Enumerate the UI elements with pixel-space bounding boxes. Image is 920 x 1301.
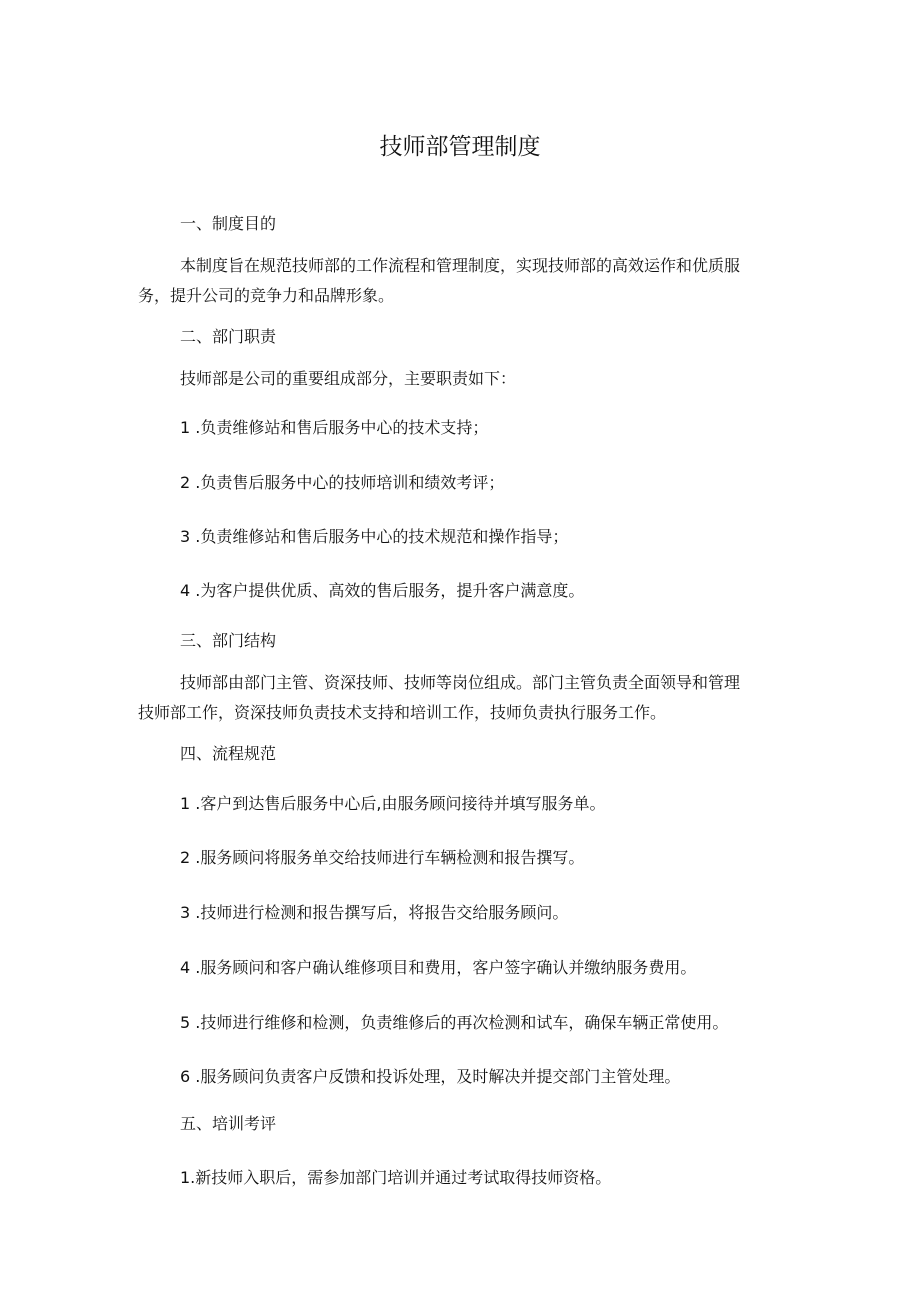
paragraph-line: 技师部是公司的重要组成部分，主要职责如下： (180, 369, 517, 388)
section-heading-structure: 三、部门结构 (180, 631, 277, 650)
document-title: 技师部管理制度 (379, 134, 541, 160)
paragraph-line: 务，提升公司的竞争力和品牌形象。 (138, 286, 395, 305)
section-heading-process: 四、流程规范 (180, 744, 277, 763)
list-item: 6 .服务顾问负责客户反馈和投诉处理，及时解决并提交部门主管处理。 (180, 1067, 681, 1086)
list-item: 4 .服务顾问和客户确认维修项目和费用，客户签字确认并缴纳服务费用。 (180, 958, 697, 977)
paragraph-line: 技师部工作，资深技师负责技术支持和培训工作，技师负责执行服务工作。 (138, 703, 667, 722)
list-item: 1 .客户到达售后服务中心后,由服务顾问接待并填写服务单。 (180, 794, 606, 813)
section-heading-training: 五、培训考评 (180, 1114, 277, 1133)
list-item: 5 .技师进行维修和检测，负责维修后的再次检测和试车，确保车辆正常使用。 (180, 1013, 729, 1032)
paragraph-line: 技师部由部门主管、资深技师、技师等岗位组成。部门主管负责全面领导和管理 (180, 673, 741, 692)
paragraph-line: 本制度旨在规范技师部的工作流程和管理制度，实现技师部的高效运作和优质服 (180, 256, 741, 275)
list-item: 2 .负责售后服务中心的技师培训和绩效考评； (180, 473, 505, 492)
list-item: 1 .负责维修站和售后服务中心的技术支持； (180, 418, 489, 437)
list-item: 4 .为客户提供优质、高效的售后服务，提升客户满意度。 (180, 581, 585, 600)
list-item: 3 .负责维修站和售后服务中心的技术规范和操作指导； (180, 527, 569, 546)
section-heading-purpose: 一、制度目的 (180, 214, 277, 233)
list-item: 1.新技师入职后，需参加部门培训并通过考试取得技师资格。 (180, 1168, 612, 1187)
section-heading-duties: 二、部门职责 (180, 327, 277, 346)
list-item: 3 .技师进行检测和报告撰写后，将报告交给服务顾问。 (180, 903, 569, 922)
list-item: 2 .服务顾问将服务单交给技师进行车辆检测和报告撰写。 (180, 848, 585, 867)
